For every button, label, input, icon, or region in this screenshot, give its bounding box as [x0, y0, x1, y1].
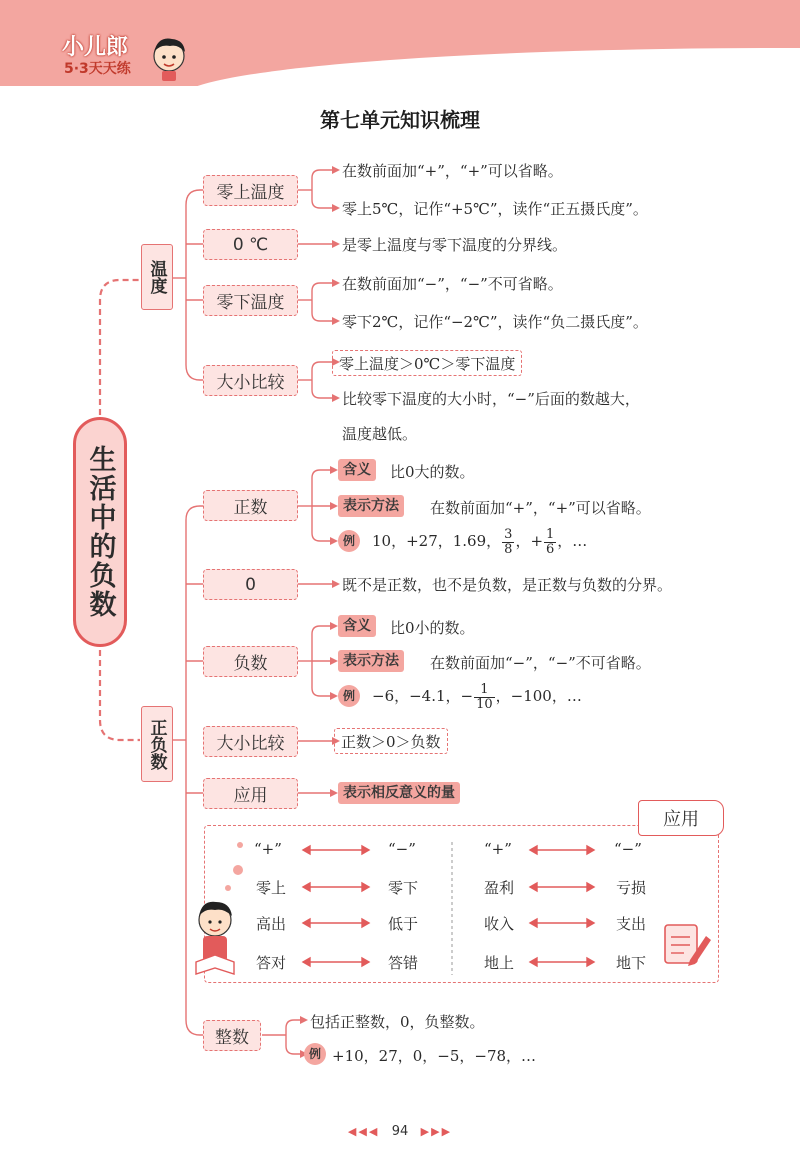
zero-degree-text: 是零上温度与零下温度的分界线。 — [342, 236, 568, 254]
zero-degree-node: 0 ℃ — [203, 229, 298, 260]
right-pair-0-b: “−” — [614, 840, 642, 858]
temp-compare-text-1: 比较零下温度的大小时，“−”后面的数越大， — [342, 390, 640, 408]
integer-text: 包括正整数，0，负整数。 — [310, 1013, 485, 1031]
frac1-den: 8 — [504, 541, 513, 557]
positive-example-suffix: ，… — [557, 532, 588, 550]
positive-meaning-tag: 含义 — [338, 459, 376, 481]
left-pair-1-b: 零下 — [388, 879, 419, 897]
positive-node: 正数 — [203, 490, 298, 521]
application-node: 应用 — [203, 778, 298, 809]
left-pair-2-b: 低于 — [388, 915, 419, 933]
below-zero-text-1: 在数前面加“−”，“−”不可省略。 — [342, 275, 563, 293]
above-zero-node: 零上温度 — [203, 175, 298, 206]
pn-compare-node: 大小比较 — [203, 726, 298, 757]
right-pair-2-a: 收入 — [484, 915, 515, 933]
temp-compare-node: 大小比较 — [203, 365, 298, 396]
left-pair-2-a: 高出 — [256, 915, 287, 933]
prev-arrows-icon: ◀◀◀ — [347, 1125, 380, 1138]
negative-meaning-text: 比0小的数。 — [390, 619, 475, 637]
negative-example-suffix: ，−100，… — [495, 687, 582, 705]
pn-compare-box: 正数＞0＞负数 — [334, 728, 448, 754]
above-zero-text-2: 零上5℃，记作“+5℃”，读作“正五摄氏度”。 — [342, 200, 648, 218]
right-pair-1-a: 盈利 — [484, 879, 515, 897]
right-pair-1-b: 亏损 — [616, 879, 647, 897]
frac2-den: 6 — [546, 541, 555, 557]
left-pair-3-a: 答对 — [256, 954, 287, 972]
right-pair-2-b: 支出 — [616, 915, 647, 933]
application-tag: 表示相反意义的量 — [338, 782, 460, 804]
left-pair-0-b: “−” — [388, 840, 416, 858]
page-title: 第七单元知识梳理 — [320, 108, 480, 132]
main-topic-label: 生活中的负数 — [84, 445, 116, 619]
zero-node: 0 — [203, 569, 298, 600]
above-zero-text-1: 在数前面加“+”，“+”可以省略。 — [342, 162, 563, 180]
negative-method-text: 在数前面加“−”，“−”不可省略。 — [430, 654, 651, 672]
next-arrows-icon: ▶▶▶ — [420, 1125, 453, 1138]
page-number: 94 — [391, 1124, 409, 1139]
left-pair-0-a: “+” — [254, 840, 282, 858]
application-tab: 应用 — [638, 800, 724, 836]
right-pair-0-a: “+” — [484, 840, 512, 858]
page-footer — [0, 1124, 800, 1139]
frac1-num: 3 — [504, 526, 513, 542]
brand-sublogo: 5·3天天练 — [64, 61, 131, 77]
reading-boy-icon — [196, 902, 234, 974]
below-zero-text-2: 零下2℃，记作“−2℃”，读作“负二摄氏度”。 — [342, 313, 648, 331]
integer-example-tag: 例 — [304, 1043, 326, 1065]
positive-example-prefix: 10，+27，1.69， — [372, 532, 502, 550]
positive-method-text: 在数前面加“+”，“+”可以省略。 — [430, 499, 651, 517]
negative-example-tag: 例 — [338, 685, 360, 707]
positive-method-tag: 表示方法 — [338, 495, 404, 517]
below-zero-node: 零下温度 — [203, 285, 298, 316]
positive-example-mid: ，+ — [515, 532, 544, 550]
frac2-num: 1 — [546, 526, 555, 542]
integer-example: +10，27，0，−5，−78，… — [332, 1047, 537, 1065]
temperature-label: 温度 — [146, 260, 167, 294]
negative-example-prefix: −6，−4.1，− — [372, 687, 474, 705]
brand-logo: 小儿郎 — [62, 35, 129, 60]
right-pair-3-a: 地上 — [484, 954, 515, 972]
negative-meaning-tag: 含义 — [338, 615, 376, 637]
positive-meaning-text: 比0大的数。 — [390, 463, 475, 481]
zero-text: 既不是正数，也不是负数，是正数与负数的分界。 — [342, 576, 673, 594]
pos-neg-label: 正负数 — [146, 718, 167, 770]
left-pair-1-a: 零上 — [256, 879, 287, 897]
temp-compare-text-2: 温度越低。 — [342, 425, 418, 443]
negative-method-tag: 表示方法 — [338, 650, 404, 672]
notepad-icon — [665, 925, 711, 966]
integer-node: 整数 — [203, 1020, 261, 1051]
left-pair-3-b: 答错 — [388, 954, 419, 972]
frac-num: 1 — [474, 683, 495, 698]
positive-example-tag: 例 — [338, 530, 360, 552]
right-pair-3-b: 地下 — [616, 954, 647, 972]
temp-compare-box: 零上温度＞0℃＞零下温度 — [332, 350, 522, 376]
negative-node: 负数 — [203, 646, 298, 677]
frac-den: 10 — [476, 696, 493, 712]
